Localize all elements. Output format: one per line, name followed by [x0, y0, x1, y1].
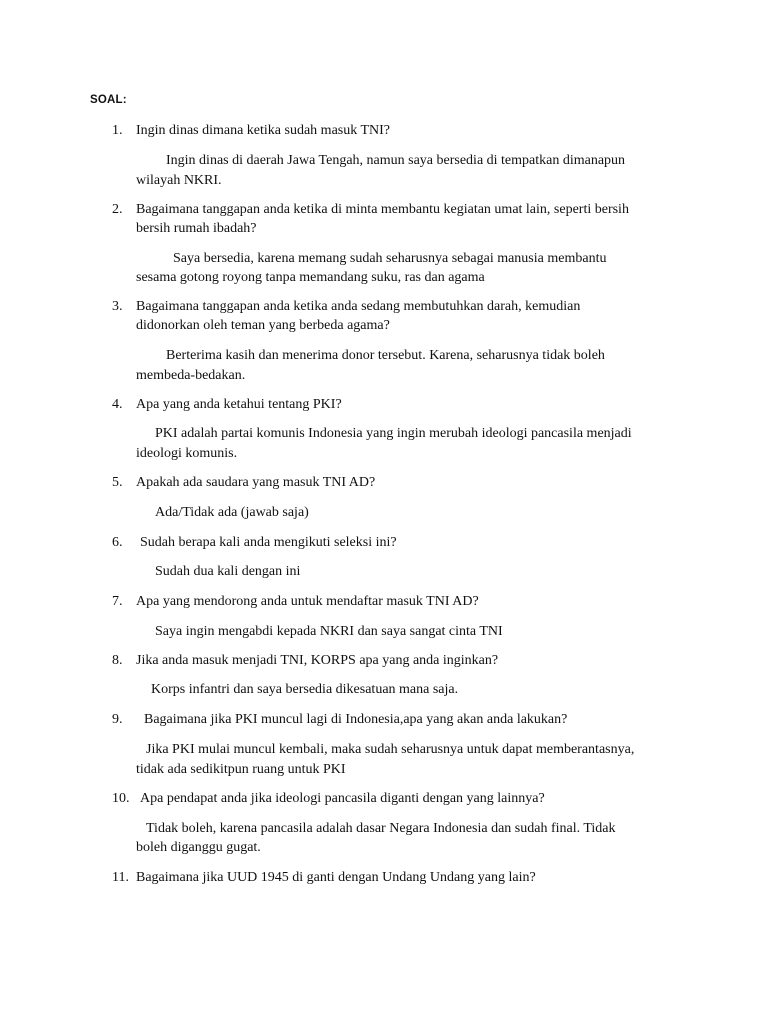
question-text: Bagaimana tanggapan anda ketika anda sedang membutuhkan darah, kemudian — [136, 299, 581, 314]
answer-text: Saya ingin mengabdi kepada NKRI dan saya sangat cinta TNI — [155, 624, 503, 639]
question-text: Bagaimana tanggapan anda ketika di minta membantu kegiatan umat lain, seperti bersih — [136, 202, 629, 217]
item-number: 6. — [112, 535, 123, 550]
item-number: 11. — [112, 870, 129, 885]
item-number: 7. — [112, 594, 123, 609]
answer-text: PKI adalah partai komunis Indonesia yang ingin merubah ideologi pancasila menjadi — [155, 426, 632, 441]
answer-text: Jika PKI mulai muncul kembali, maka sudah seharusnya untuk dapat memberantasnya, — [146, 742, 635, 757]
document-heading: SOAL: — [90, 94, 127, 106]
item-number: 2. — [112, 202, 123, 217]
answer-text: Korps infantri dan saya bersedia dikesatuan mana saja. — [151, 682, 459, 697]
question-text: Apa yang mendorong anda untuk mendaftar masuk TNI AD? — [136, 594, 479, 609]
item-number: 4. — [112, 397, 123, 412]
question-text: Apa yang anda ketahui tentang PKI? — [136, 397, 342, 412]
answer-text: boleh diganggu gugat. — [136, 840, 261, 855]
question-text: Apa pendapat anda jika ideologi pancasila diganti dengan yang lainnya? — [140, 791, 545, 806]
item-number: 8. — [112, 653, 123, 668]
answer-text: tidak ada sedikitpun ruang untuk PKI — [136, 762, 346, 777]
question-text: Bagaimana jika PKI muncul lagi di Indonesia,apa yang akan anda lakukan? — [144, 712, 568, 727]
answer-text: Berterima kasih dan menerima donor tersebut. Karena, seharusnya tidak boleh — [166, 348, 605, 363]
answer-text: Saya bersedia, karena memang sudah seharusnya sebagai manusia membantu — [173, 251, 607, 266]
answer-text: Ingin dinas di daerah Jawa Tengah, namun saya bersedia di tempatkan dimanapun — [166, 153, 626, 168]
answer-text: ideologi komunis. — [136, 446, 238, 461]
question-text: Ingin dinas dimana ketika sudah masuk TNI? — [136, 123, 391, 138]
item-number: 3. — [112, 299, 123, 314]
question-text: Apakah ada saudara yang masuk TNI AD? — [136, 475, 376, 490]
question-text: didonorkan oleh teman yang berbeda agama? — [136, 318, 390, 333]
item-number: 10. — [112, 791, 130, 806]
item-number: 5. — [112, 475, 123, 490]
answer-text: wilayah NKRI. — [136, 173, 222, 188]
question-text: Bagaimana jika UUD 1945 di ganti dengan Undang Undang yang lain? — [136, 870, 536, 885]
item-number: 1. — [112, 123, 123, 138]
answer-text: Ada/Tidak ada (jawab saja) — [155, 505, 309, 520]
answer-text: membeda-bedakan. — [136, 368, 246, 383]
answer-text: Sudah dua kali dengan ini — [155, 564, 301, 579]
item-number: 9. — [112, 712, 123, 727]
answer-text: sesama gotong royong tanpa memandang suku, ras dan agama — [136, 270, 485, 285]
question-text: Jika anda masuk menjadi TNI, KORPS apa yang anda inginkan? — [136, 653, 499, 668]
question-text: Sudah berapa kali anda mengikuti seleksi ini? — [140, 535, 397, 550]
question-text: bersih rumah ibadah? — [136, 221, 257, 236]
answer-text: Tidak boleh, karena pancasila adalah dasar Negara Indonesia dan sudah final. Tidak — [146, 821, 616, 836]
